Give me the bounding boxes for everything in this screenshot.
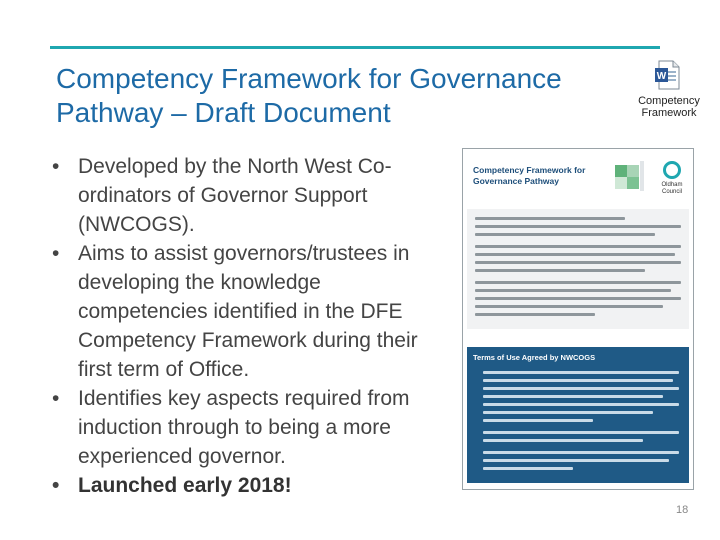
thumbnail-text-line: [483, 387, 679, 390]
thumbnail-text-line: [475, 297, 681, 300]
thumbnail-text-line: [475, 269, 645, 272]
bullet-item: • Aims to assist governors/trustees in developing the knowledge competencies identified in the DFE Competency Framework during their first term of Office.: [48, 239, 448, 384]
thumbnail-text-line: [483, 459, 669, 462]
thumbnail-text-line: [483, 379, 673, 382]
top-rule: [50, 46, 660, 49]
thumbnail-text-line: [475, 313, 595, 316]
council-logo-ring: [663, 161, 681, 179]
thumbnail-text-line: [475, 233, 655, 236]
thumbnail-text-line: [475, 245, 681, 248]
thumbnail-text-line: [483, 451, 679, 454]
puzzle-logo-icon: [613, 157, 645, 195]
thumbnail-terms-section: [467, 347, 689, 483]
thumbnail-text-line: [483, 371, 679, 374]
thumbnail-text-line: [475, 305, 663, 308]
thumbnail-text-line: [483, 419, 593, 422]
slide-title: Competency Framework for Governance Pathway – Draft Document: [56, 63, 562, 128]
thumbnail-text-line: [483, 467, 573, 470]
attachment-caption: Competency Framework: [638, 95, 700, 119]
thumbnail-text-line: [475, 225, 681, 228]
thumbnail-header: [463, 149, 693, 205]
thumbnail-text-line: [475, 217, 625, 220]
thumbnail-text-line: [483, 439, 643, 442]
page-number: 18: [676, 504, 689, 516]
thumbnail-text-line: [483, 395, 663, 398]
svg-text:W: W: [656, 71, 667, 82]
bullet-item: • Developed by the North West Co-ordinators of Governor Support (NWCOGS).: [48, 152, 448, 239]
bullet-item: • Launched early 2018!: [48, 471, 448, 500]
bullet-item: • Identifies key aspects required from induction through to being a more experienced governor.: [48, 384, 448, 471]
thumbnail-text-line: [475, 261, 681, 264]
bullet-list: [48, 152, 448, 500]
council-logo: [659, 161, 685, 199]
thumbnail-terms-title: Terms of Use Agreed by NWCOGS: [473, 353, 596, 362]
thumbnail-title: Competency Framework for Governance Pathway: [473, 165, 586, 186]
thumbnail-text-line: [475, 281, 681, 284]
thumbnail-text-line: [475, 289, 671, 292]
word-document-icon[interactable]: [655, 60, 681, 90]
thumbnail-text-line: [483, 403, 679, 406]
thumbnail-text-line: [483, 411, 653, 414]
thumbnail-text-line: [483, 431, 679, 434]
council-logo-text: Oldham Council: [661, 182, 683, 195]
thumbnail-text-line: [475, 253, 675, 256]
document-thumbnail: [462, 148, 694, 490]
